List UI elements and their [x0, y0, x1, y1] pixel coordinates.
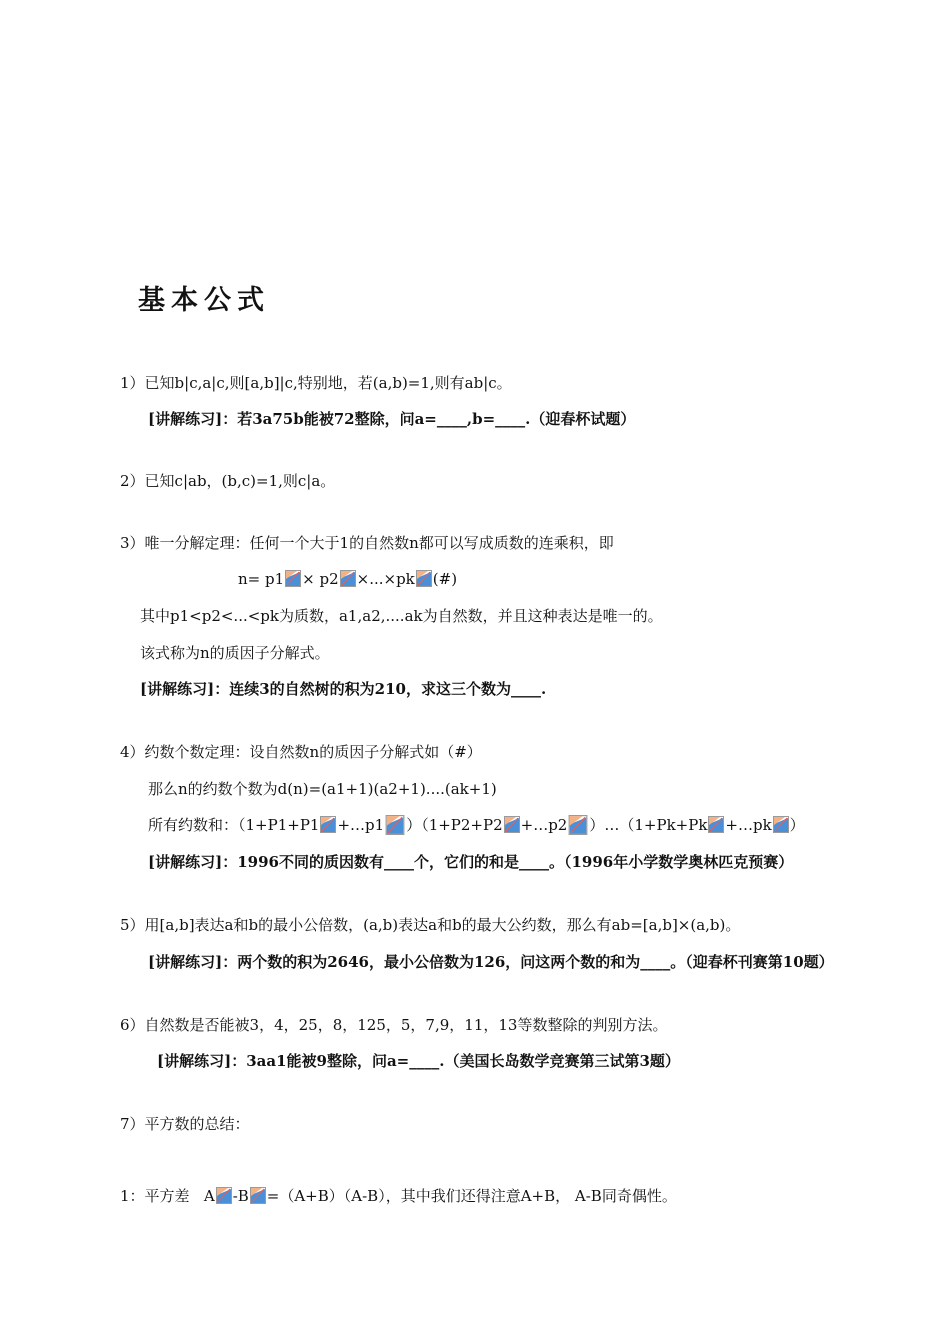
exponent-image-icon — [708, 816, 724, 833]
formula-part: ）（1+P2+P2 — [406, 816, 503, 834]
divisor-sum — [148, 815, 805, 835]
formula-part: -B — [232, 1187, 249, 1205]
formula-3-where: 其中p1<p2<...<pk为质数，a1,a2,....ak为自然数，并且这种表达是唯一的。 — [140, 607, 663, 625]
formula-part: +…p2 — [520, 816, 568, 834]
exponent-image-icon — [250, 1187, 266, 1204]
formula-part: ）…（1+Pk+Pk — [589, 816, 708, 834]
formula-6-line: 6）自然数是否能被3，4，25，8，125，5，7,9，11，13等数整除的判别方法。 — [120, 1016, 668, 1034]
formula-3-line: 3）唯一分解定理：任何一个大于1的自然数n都可以写成质数的连乘积，即 — [120, 534, 614, 552]
formula-7-line: 7）平方数的总结： — [120, 1115, 250, 1133]
exponent-image-icon — [416, 570, 432, 587]
practice-4: [讲解练习]：1996不同的质因数有____个，它们的和是____。（1996年小学数学奥林匹克预赛） — [148, 853, 794, 871]
practice-5: [讲解练习]：两个数的积为2646，最小公倍数为126，问这两个数的和为____。（迎春杯刊赛第10题） — [148, 953, 834, 971]
formula-2-line: 2）已知c|ab，(b,c)=1,则c|a。 — [120, 472, 336, 490]
formula-part: ） — [789, 816, 805, 834]
formula-part: =（A+B）（A-B），其中我们还得注意A+B， A-B同奇偶性。 — [266, 1187, 677, 1205]
formula-part: +…p1 — [337, 816, 385, 834]
exponent-image-icon — [504, 816, 520, 833]
formula-5-line: 5）用[a,b]表达a和b的最小公倍数，(a,b)表达a和b的最大公约数，那么有ab=[a,b]×(a,b)。 — [120, 916, 741, 934]
exponent-image-icon — [320, 816, 336, 833]
formula-part: (#) — [432, 570, 458, 588]
formula-part: 1：平方差 A — [120, 1187, 215, 1205]
formula-3-called: 该式称为n的质因子分解式。 — [140, 644, 330, 662]
divisor-count: 那么n的约数个数为d(n)=(a1+1)(a2+1)....(ak+1) — [148, 780, 497, 798]
square-difference-line — [120, 1186, 677, 1206]
factorization-formula — [238, 569, 457, 589]
exponent-image-icon — [385, 815, 405, 835]
formula-part: +…pk — [725, 816, 772, 834]
exponent-image-icon — [340, 570, 356, 587]
exponent-image-icon — [568, 815, 588, 835]
formula-part: n= p1 — [238, 570, 285, 588]
practice-6: [讲解练习]：3aa1能被9整除，问a=____.（美国长岛数学竞赛第三试第3题） — [157, 1052, 680, 1070]
exponent-image-icon — [285, 570, 301, 587]
exponent-image-icon — [216, 1187, 232, 1204]
formula-part: × p2 — [302, 570, 339, 588]
practice-3: [讲解练习]：连续3的自然树的积为210，求这三个数为____. — [140, 680, 547, 698]
exponent-image-icon — [773, 816, 789, 833]
formula-4-line: 4）约数个数定理：设自然数n的质因子分解式如（#） — [120, 743, 482, 761]
formula-part: ×...×pk — [356, 570, 415, 588]
page-title: 基本公式 — [138, 285, 270, 316]
formula-part: 所有约数和：（1+P1+P1 — [148, 816, 320, 834]
practice-1: [讲解练习]：若3a75b能被72整除，问a=____,b=____.（迎春杯试题） — [148, 410, 636, 428]
formula-1-line: 1）已知b|c,a|c,则[a,b]|c,特别地，若(a,b)=1,则有ab|c。 — [120, 374, 512, 392]
